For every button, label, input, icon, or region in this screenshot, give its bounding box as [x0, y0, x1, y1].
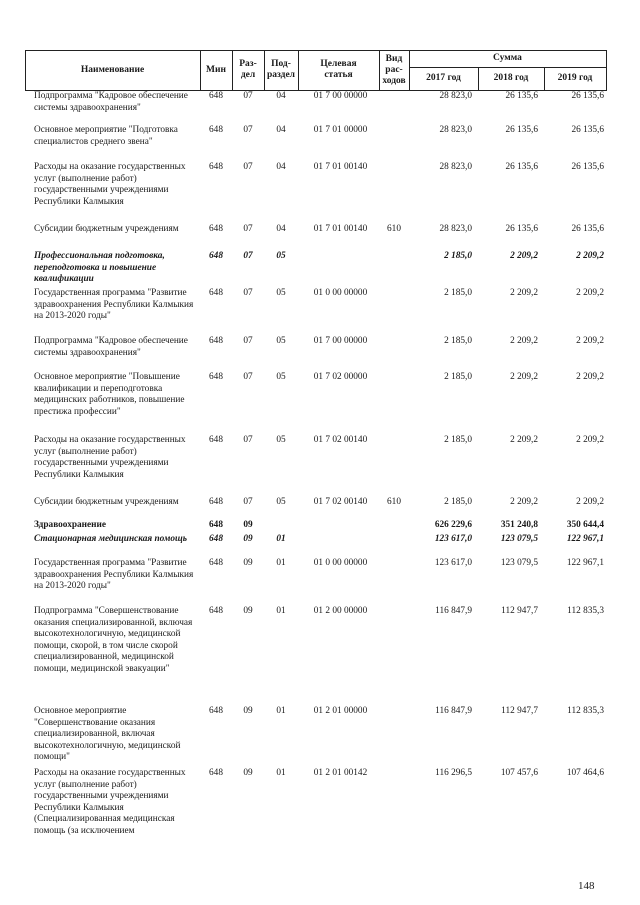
row-2018: 123 079,5: [500, 558, 538, 568]
row-2017: 28 823,0: [439, 91, 472, 101]
row-2019: 122 967,1: [566, 534, 604, 544]
row-2019: 26 135,6: [571, 224, 604, 234]
row-target: 01 7 02 00140: [313, 497, 368, 507]
row-target: 01 7 02 00140: [313, 435, 368, 445]
row-2018: 26 135,6: [505, 224, 538, 234]
row-podrazdel: 01: [276, 534, 286, 544]
row-podrazdel: 05: [276, 497, 286, 507]
row-razdel: 09: [243, 520, 253, 530]
row-2018: 107 457,6: [500, 768, 538, 778]
row-name: Расходы на оказание государственных услуг (выполнение работ) государственными учреждениями Республики Калмыкия: [34, 162, 186, 207]
row-2019: 2 209,2: [576, 251, 604, 261]
row-podrazdel: 05: [276, 251, 286, 261]
row-name: Подпрограмма "Совершенствование оказания специализированной, включая высокотехнологичную, медицинской помощи, скорой, в том числе скорой специализированной, медицинской помощи, медицинской эвакуации": [34, 606, 193, 674]
row-podrazdel: 05: [276, 288, 286, 298]
header-razdel: Раз- дел: [239, 59, 257, 80]
row-2019: 26 135,6: [571, 162, 604, 172]
row-2018: 112 947,7: [501, 706, 538, 716]
row-razdel: 09: [243, 706, 253, 716]
row-razdel: 07: [243, 224, 253, 234]
page-number: 148: [578, 880, 595, 892]
row-2018: 2 209,2: [510, 251, 538, 261]
row-podrazdel: 01: [276, 768, 286, 778]
row-2018: 2 209,2: [510, 336, 538, 346]
header-podrazdel: Под- раздел: [266, 59, 296, 80]
row-podrazdel: 01: [276, 706, 286, 716]
row-2018: 112 947,7: [501, 606, 538, 616]
row-min: 648: [209, 768, 223, 778]
header-vid: Вид рас- ходов: [382, 53, 406, 86]
row-razdel: 09: [243, 534, 253, 544]
row-podrazdel: 01: [276, 558, 286, 568]
row-min: 648: [209, 251, 223, 261]
row-name: Субсидии бюджетным учреждениям: [34, 224, 179, 234]
header-min: Мин: [206, 64, 226, 75]
row-name: Расходы на оказание государственных услуг (выполнение работ) государственными учреждениями Республики Калмыкия (Специализированная медицинская помощь (за исключением: [34, 768, 186, 836]
row-2019: 122 967,1: [566, 558, 604, 568]
row-target: 01 0 00 00000: [313, 558, 368, 568]
row-2018: 26 135,6: [505, 162, 538, 172]
row-min: 648: [209, 224, 223, 234]
row-min: 648: [209, 125, 223, 135]
row-name: Профессиональная подготовка, переподготовка и повышение квалификации: [34, 251, 165, 285]
row-2017: 123 617,0: [434, 558, 472, 568]
row-2019: 2 209,2: [576, 435, 604, 445]
row-min: 648: [209, 606, 223, 616]
row-razdel: 07: [243, 435, 253, 445]
row-2017: 28 823,0: [439, 224, 472, 234]
row-2017: 626 229,6: [434, 520, 472, 530]
row-name: Субсидии бюджетным учреждениям: [34, 497, 179, 507]
row-target: 01 7 01 00140: [313, 162, 368, 172]
row-podrazdel: 04: [276, 162, 286, 172]
row-podrazdel: 04: [276, 91, 286, 101]
row-target: 01 7 01 00140: [313, 224, 368, 234]
header-target: Целевая статья: [320, 59, 357, 80]
row-name: Расходы на оказание государственных услуг (выполнение работ) государственными учреждениями Республики Калмыкия: [34, 435, 186, 480]
row-2017: 2 185,0: [444, 435, 472, 445]
row-2018: 351 240,8: [500, 520, 538, 530]
row-target: 01 7 00 00000: [313, 91, 368, 101]
row-target: 01 2 01 00142: [313, 768, 368, 778]
row-podrazdel: 04: [276, 224, 286, 234]
row-podrazdel: 04: [276, 125, 286, 135]
row-min: 648: [209, 288, 223, 298]
row-min: 648: [209, 706, 223, 716]
row-name: Государственная программа "Развитие здравоохранения Республики Калмыкия на 2013-2020 годы": [34, 288, 194, 322]
row-min: 648: [209, 372, 223, 382]
row-2017: 116 847,9: [435, 606, 472, 616]
row-name: Подпрограмма "Кадровое обеспечение системы здравоохранения": [34, 336, 188, 358]
row-min: 648: [209, 497, 223, 507]
row-target: 01 2 01 00000: [313, 706, 368, 716]
row-2017: 116 296,5: [435, 768, 472, 778]
row-2019: 112 835,3: [567, 706, 604, 716]
row-name: Государственная программа "Развитие здравоохранения Республики Калмыкия на 2013-2020 годы": [34, 558, 194, 592]
row-2018: 2 209,2: [510, 497, 538, 507]
row-2018: 2 209,2: [510, 372, 538, 382]
row-2017: 2 185,0: [444, 372, 472, 382]
row-2019: 107 464,6: [566, 768, 604, 778]
row-razdel: 09: [243, 558, 253, 568]
row-razdel: 07: [243, 288, 253, 298]
header-name: Наименование: [80, 64, 145, 75]
row-2017: 28 823,0: [439, 125, 472, 135]
row-razdel: 07: [243, 91, 253, 101]
row-2018: 2 209,2: [510, 288, 538, 298]
row-target: 01 7 02 00000: [313, 372, 368, 382]
row-min: 648: [209, 162, 223, 172]
row-target: 01 2 00 00000: [313, 606, 368, 616]
row-name: Подпрограмма "Кадровое обеспечение системы здравоохранения": [34, 91, 188, 113]
row-razdel: 07: [243, 497, 253, 507]
row-target: 01 0 00 00000: [313, 288, 368, 298]
row-target: 01 7 01 00000: [313, 125, 368, 135]
row-2017: 2 185,0: [444, 336, 472, 346]
row-2017: 2 185,0: [444, 251, 472, 261]
row-razdel: 07: [243, 372, 253, 382]
header-vline-7: [606, 50, 607, 91]
row-2019: 2 209,2: [576, 497, 604, 507]
header-2018: 2018 год: [493, 73, 529, 83]
row-vid: 610: [387, 224, 401, 234]
row-2019: 26 135,6: [571, 125, 604, 135]
row-2018: 26 135,6: [505, 125, 538, 135]
row-2017: 123 617,0: [434, 534, 472, 544]
row-2018: 123 079,5: [500, 534, 538, 544]
row-2018: 26 135,6: [505, 91, 538, 101]
row-2017: 2 185,0: [444, 497, 472, 507]
row-podrazdel: 05: [276, 435, 286, 445]
row-vid: 610: [387, 497, 401, 507]
row-razdel: 09: [243, 606, 253, 616]
row-podrazdel: 05: [276, 336, 286, 346]
row-razdel: 07: [243, 162, 253, 172]
row-min: 648: [209, 91, 223, 101]
row-2019: 112 835,3: [567, 606, 604, 616]
header-sum: Сумма: [493, 53, 522, 63]
row-2018: 2 209,2: [510, 435, 538, 445]
row-razdel: 09: [243, 768, 253, 778]
row-2017: 2 185,0: [444, 288, 472, 298]
row-2019: 2 209,2: [576, 288, 604, 298]
row-min: 648: [209, 558, 223, 568]
header-2019: 2019 год: [557, 73, 593, 83]
row-2017: 28 823,0: [439, 162, 472, 172]
row-2017: 116 847,9: [435, 706, 472, 716]
row-min: 648: [209, 534, 223, 544]
row-razdel: 07: [243, 251, 253, 261]
row-min: 648: [209, 435, 223, 445]
row-min: 648: [209, 520, 223, 530]
row-name: Основное мероприятие "Повышение квалификации и переподготовка медицинских работников, повышение престижа профессии": [34, 372, 185, 417]
row-name: Основное мероприятие "Подготовка специалистов среднего звена": [34, 125, 178, 147]
row-name: Здравоохранение: [34, 520, 107, 530]
row-min: 648: [209, 336, 223, 346]
row-2019: 26 135,6: [571, 91, 604, 101]
row-name: Основное мероприятие "Совершенствование оказания специализированной, включая высокотехнологичную, медицинской помощи": [34, 706, 181, 763]
row-razdel: 07: [243, 125, 253, 135]
row-podrazdel: 05: [276, 372, 286, 382]
row-podrazdel: 01: [276, 606, 286, 616]
row-target: 01 7 00 00000: [313, 336, 368, 346]
header-2017: 2017 год: [426, 73, 461, 83]
row-2019: 2 209,2: [576, 336, 604, 346]
row-razdel: 07: [243, 336, 253, 346]
row-2019: 350 644,4: [566, 520, 604, 530]
row-name: Стационарная медицинская помощь: [34, 534, 187, 544]
row-2019: 2 209,2: [576, 372, 604, 382]
